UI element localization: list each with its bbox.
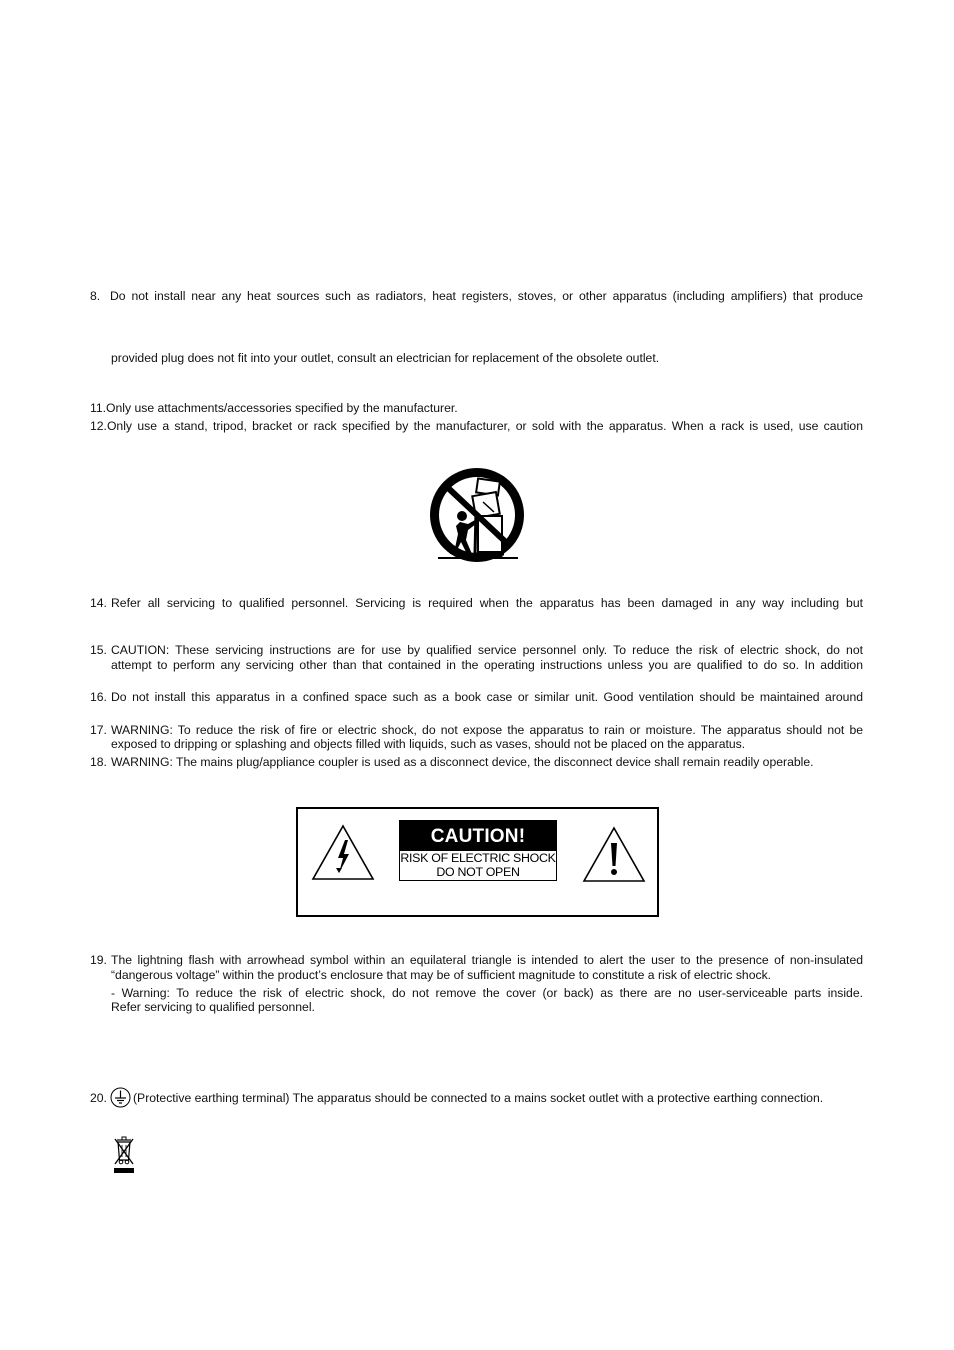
item-15-line-1: CAUTION: These servicing instructions are for use by qualified service personnel only. To reduce the risk of electric shock, do not [111, 643, 863, 657]
item-20-number: 20. [90, 1091, 107, 1105]
item-19-line-1: The lightning flash with arrowhead symbol within an equilateral triangle is intended to alert the user to the presence of non-insulated [111, 953, 863, 967]
item-16-text: Do not install this apparatus in a confined space such as a book case or similar unit. Good ventilation should be maintained around [111, 690, 863, 704]
item-8-number: 8. [90, 289, 101, 303]
cart-tip-over-warning-icon [428, 466, 526, 564]
protective-earth-icon [110, 1087, 131, 1108]
lightning-triangle-icon [311, 824, 375, 881]
item-16-number: 16. [90, 690, 107, 704]
item-12-text: 12.Only use a stand, tripod, bracket or rack specified by the manufacturer, or sold with the apparatus. When a rack is used, use caution [90, 419, 863, 433]
item-10-continuation: provided plug does not fit into your outlet, consult an electrician for replacement of the obsolete outlet. [111, 351, 660, 365]
item-18-number: 18. [90, 755, 107, 769]
crossed-out-wheeled-bin-icon [112, 1135, 136, 1175]
item-14-text: Refer all servicing to qualified personnel. Servicing is required when the apparatus has been damaged in any way including but [111, 596, 863, 610]
item-19-line-4: Refer servicing to qualified personnel. [111, 1000, 315, 1014]
item-17-number: 17. [90, 723, 107, 737]
item-19-number: 19. [90, 953, 107, 967]
caution-subtitle-1: RISK OF ELECTRIC SHOCK [400, 851, 556, 865]
item-15-line-2: attempt to perform any servicing other than that contained in the operating instructions unless you are qualified to do so. In addition [111, 658, 863, 672]
item-20-text: (Protective earthing terminal) The apparatus should be connected to a mains socket outlet with a protective earthing connection. [133, 1091, 824, 1105]
item-8-text: Do not install near any heat sources such as radiators, heat registers, stoves, or other apparatus (including amplifiers) that produce [110, 289, 863, 303]
item-17-line-1: WARNING: To reduce the risk of fire or electric shock, do not expose the apparatus to rain or moisture. The apparatus should not be [111, 723, 863, 737]
item-17-line-2: exposed to dripping or splashing and objects filled with liquids, such as vases, should not be placed on the apparatus. [111, 737, 746, 751]
item-14-number: 14. [90, 596, 107, 610]
item-15-number: 15. [90, 643, 107, 657]
item-11-text: 11.Only use attachments/accessories specified by the manufacturer. [90, 401, 458, 415]
item-19-line-3: - Warning: To reduce the risk of electric shock, do not remove the cover (or back) as there are no user-serviceable parts inside. [111, 986, 863, 1000]
caution-subtitle-2: DO NOT OPEN [436, 865, 520, 879]
item-18-text: WARNING: The mains plug/appliance coupler is used as a disconnect device, the disconnect device shall remain readily operable. [111, 755, 814, 769]
caution-label [399, 820, 557, 881]
item-19-line-2: “dangerous voltage” within the product’s enclosure that may be of sufficient magnitude to constitute a risk of electric shock. [111, 968, 772, 982]
exclamation-triangle-icon [582, 826, 646, 883]
caution-title: CAUTION! [400, 821, 556, 851]
